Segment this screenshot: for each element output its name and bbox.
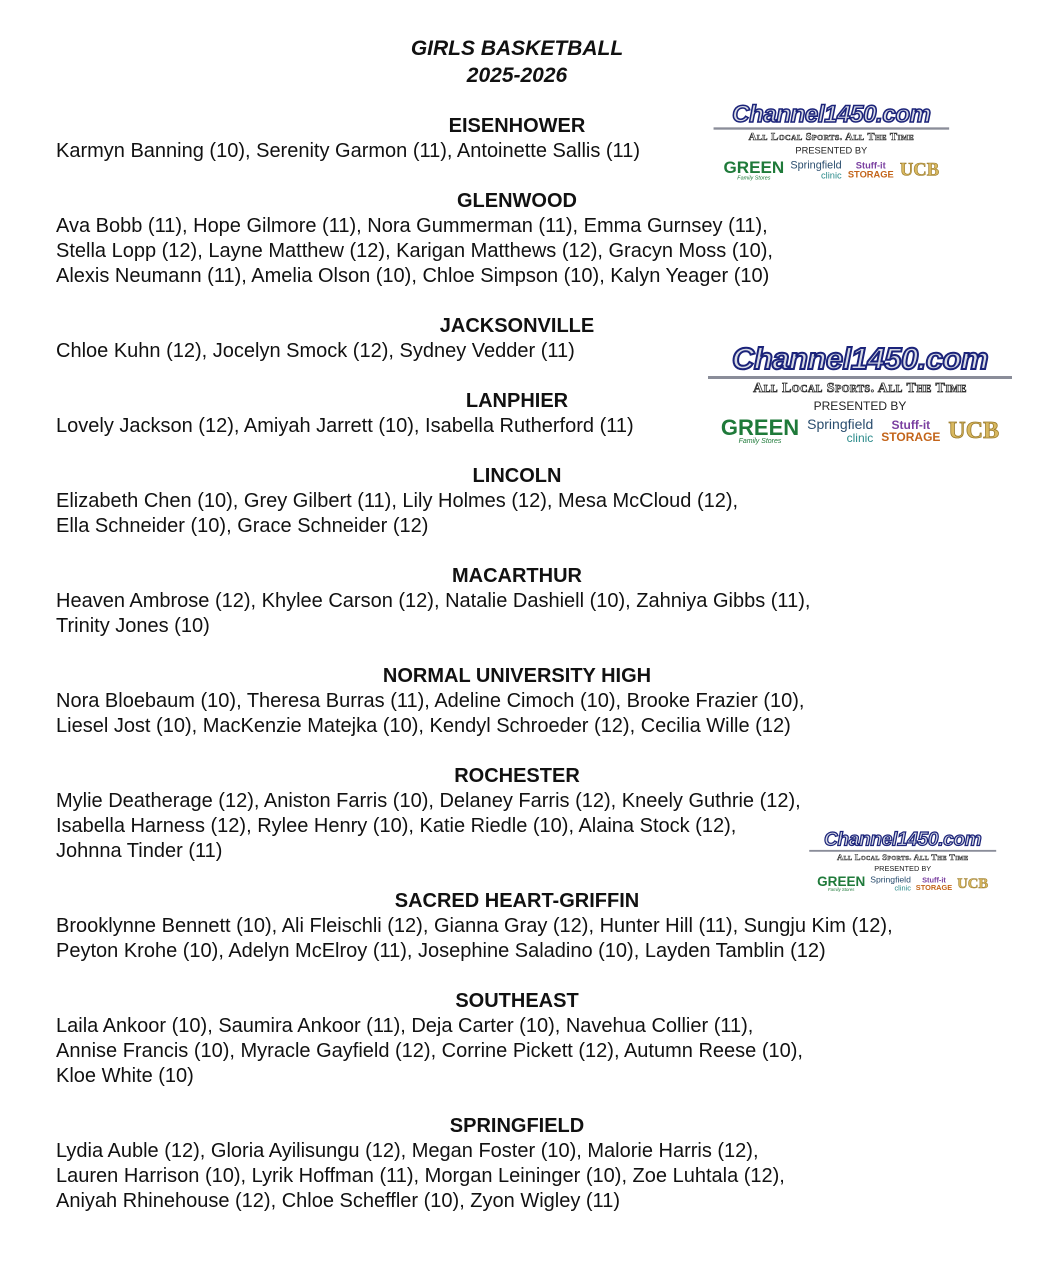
sponsor-logos — [712, 159, 951, 181]
presented-by: PRESENTED BY — [813, 399, 907, 413]
player-list-line: Isabella Harness (12), Rylee Henry (10), Katie Riedle (10), Alaina Stock (12), — [56, 815, 737, 837]
ucb-logo: UCB — [948, 417, 1000, 444]
player-list-line: Johnna Tinder (11) — [56, 840, 223, 862]
player-list-line: Nora Bloebaum (10), Theresa Burras (11), Adeline Cimoch (10), Brooke Frazier (10), — [56, 690, 805, 712]
stuff-it-storage-logo: Stuff-it STORAGE — [915, 875, 953, 892]
springfield-clinic-logo: Springfield clinic — [790, 158, 842, 181]
player-list-line: Liesel Jost (10), MacKenzie Matejka (10), Kendyl Schroeder (12), Cecilia Wille (12) — [56, 715, 791, 737]
player-list-line: Alexis Neumann (11), Amelia Olson (10), Chloe Simpson (10), Kalyn Yeager (10) — [56, 265, 770, 287]
player-list-line: Ella Schneider (10), Grace Schneider (12) — [56, 515, 429, 537]
roster-document — [0, 35, 1040, 1214]
logo-tagline: All Local Sports. All The Time — [753, 381, 967, 396]
school-name: GLENWOOD — [457, 190, 577, 212]
springfield-clinic-logo: Springfield clinic — [807, 416, 874, 445]
player-list-line: Stella Lopp (12), Layne Matthew (12), Karigan Matthews (12), Gracyn Moss (10), — [56, 240, 773, 262]
player-list-line: Mylie Deatherage (12), Aniston Farris (10), Delaney Farris (12), Kneely Guthrie (12), — [56, 790, 801, 812]
school-section — [0, 189, 1040, 289]
school-section — [0, 1114, 1040, 1214]
school-name: NORMAL UNIVERSITY HIGH — [382, 665, 652, 687]
player-list-line: Karmyn Banning (10), Serenity Garmon (11), Antoinette Sallis (11) — [56, 140, 640, 162]
sponsor-banner — [706, 341, 1014, 445]
doc-season: 2025-2026 — [466, 64, 568, 87]
player-list-line: Lydia Auble (12), Gloria Ayilisungu (12), Megan Foster (10), Malorie Harris (12), — [56, 1140, 759, 1162]
school-name: SOUTHEAST — [455, 990, 579, 1012]
player-list-line: Laila Ankoor (10), Saumira Ankoor (11), Deja Carter (10), Navehua Collier (11), — [56, 1015, 754, 1037]
stuff-it-storage-logo: Stuff-it STORAGE — [847, 159, 894, 181]
channel1450-logo-brand: Channel1450.com — [809, 829, 996, 852]
school-name: SPRINGFIELD — [449, 1115, 585, 1137]
presented-by: PRESENTED BY — [874, 864, 932, 873]
doc-title: GIRLS BASKETBALL — [410, 37, 624, 60]
school-section — [0, 889, 1040, 964]
school-name: ROCHESTER — [454, 765, 580, 787]
green-family-stores-logo: GREEN Family Stores — [720, 414, 800, 445]
springfield-clinic-logo: Springfield clinic — [870, 874, 911, 893]
sponsor-banner — [808, 829, 997, 891]
green-family-stores-logo: GREEN Family Stores — [817, 873, 866, 893]
school-section — [0, 664, 1040, 739]
school-name: MACARTHUR — [452, 565, 582, 587]
player-list-line: Annise Francis (10), Myracle Gayfield (12), Corrine Pickett (12), Autumn Reese (10), — [56, 1040, 803, 1062]
ucb-logo: UCB — [957, 875, 989, 892]
school-section — [0, 989, 1040, 1089]
logo-tagline: All Local Sports. All The Time — [748, 131, 915, 143]
presented-by: PRESENTED BY — [795, 145, 868, 157]
player-list-line: Elizabeth Chen (10), Grey Gilbert (11), Lily Holmes (12), Mesa McCloud (12), — [56, 490, 739, 512]
school-name: LINCOLN — [472, 465, 562, 487]
player-list-line: Trinity Jones (10) — [56, 615, 210, 637]
player-list-line: Ava Bobb (11), Hope Gilmore (11), Nora Gummerman (11), Emma Gurnsey (11), — [56, 215, 768, 237]
channel1450-logo-brand: Channel1450.com — [708, 342, 1012, 379]
player-list-line: Brooklynne Bennett (10), Ali Fleischli (12), Gianna Gray (12), Hunter Hill (11), Sungju Kim (12), — [56, 915, 893, 937]
school-section — [0, 464, 1040, 539]
green-family-stores-logo: GREEN Family Stores — [723, 157, 785, 181]
school-section — [0, 564, 1040, 639]
school-name: JACKSONVILLE — [439, 315, 595, 337]
player-list-line: Kloe White (10) — [56, 1065, 194, 1087]
player-list-line: Chloe Kuhn (12), Jocelyn Smock (12), Sydney Vedder (11) — [56, 340, 575, 362]
school-name: LANPHIER — [465, 390, 569, 412]
player-list-line: Lovely Jackson (12), Amiyah Jarrett (10), Isabella Rutherford (11) — [56, 415, 634, 437]
sponsor-banner — [712, 101, 951, 179]
school-name: EISENHOWER — [448, 115, 586, 137]
sponsor-logos — [706, 414, 1014, 445]
player-list-line: Peyton Krohe (10), Adelyn McElroy (11), Josephine Saladino (10), Layden Tamblin (12) — [56, 940, 826, 962]
school-name: SACRED HEART-GRIFFIN — [394, 890, 640, 912]
channel1450-logo-brand: Channel1450.com — [714, 101, 950, 130]
ucb-logo: UCB — [899, 159, 940, 180]
sponsor-logos — [808, 875, 997, 892]
player-list-line: Aniyah Rhinehouse (12), Chloe Scheffler (10), Zyon Wigley (11) — [56, 1190, 620, 1212]
player-list-line: Heaven Ambrose (12), Khylee Carson (12), Natalie Dashiell (10), Zahniya Gibbs (11), — [56, 590, 811, 612]
logo-tagline: All Local Sports. All The Time — [836, 852, 969, 863]
player-list-line: Lauren Harrison (10), Lyrik Hoffman (11), Morgan Leininger (10), Zoe Luhtala (12), — [56, 1165, 785, 1187]
stuff-it-storage-logo: Stuff-it STORAGE — [881, 418, 941, 444]
